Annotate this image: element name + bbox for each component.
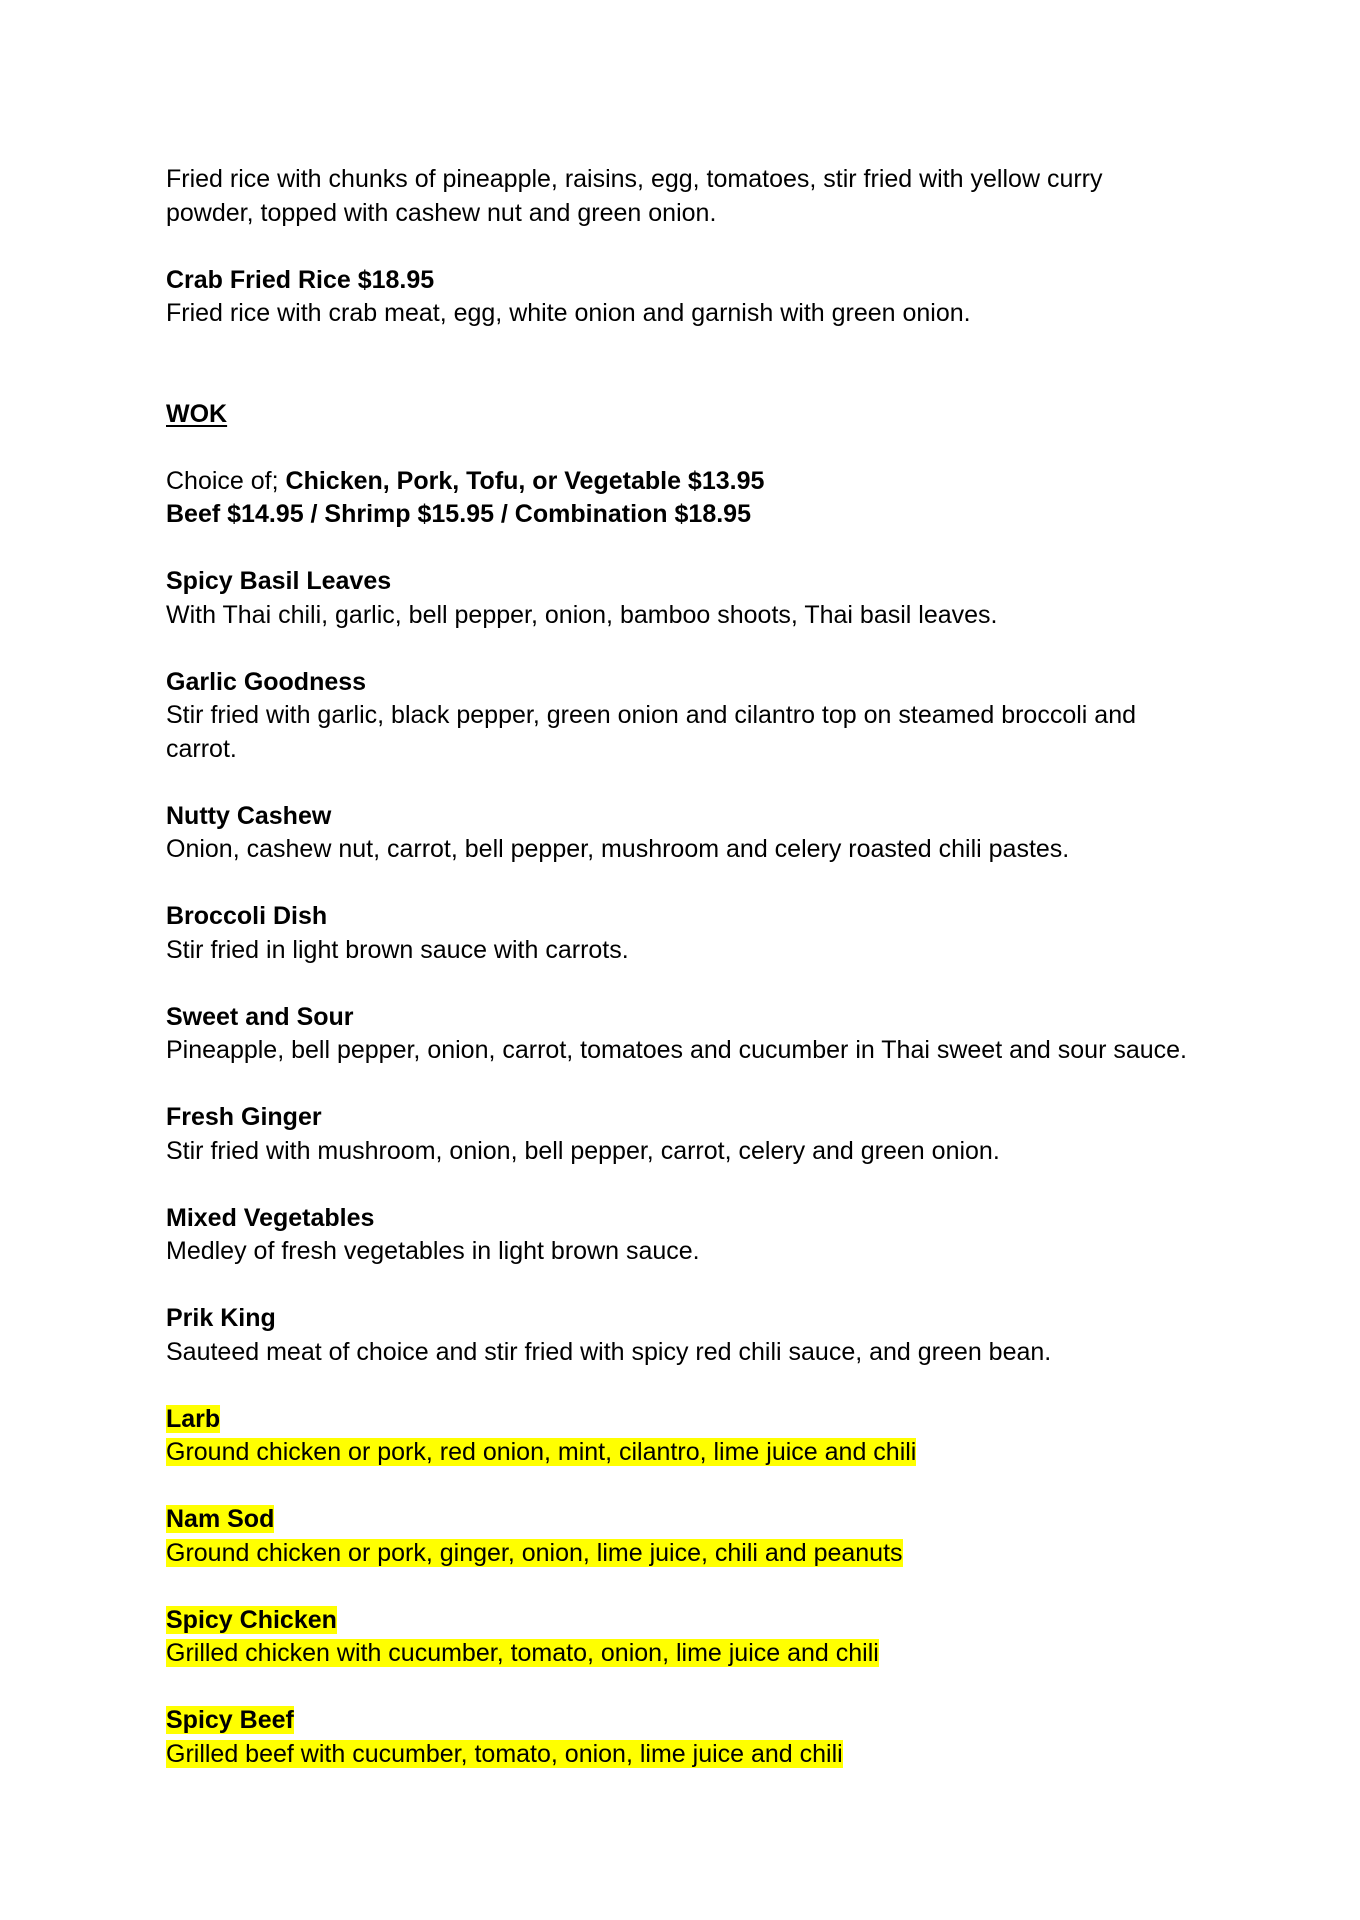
- dish-description: carrot.: [166, 734, 237, 763]
- pineapple-fried-rice-description-line2: powder, topped with cashew nut and green onion.: [166, 198, 717, 227]
- highlighted-dish-description: Ground chicken or pork, ginger, onion, lime juice, chili and peanuts: [166, 1538, 903, 1567]
- highlighted-dish-name: Spicy Beef: [166, 1706, 294, 1734]
- dish-description: Stir fried in light brown sauce with carrots.: [166, 935, 629, 964]
- dish-name: Sweet and Sour: [166, 1002, 354, 1031]
- dish-description: Onion, cashew nut, carrot, bell pepper, mushroom and celery roasted chili pastes.: [166, 835, 1070, 863]
- crab-fried-rice-title: Crab Fried Rice $18.95: [166, 265, 435, 294]
- wok-choice-line1: [166, 465, 1226, 499]
- highlighted-dish-name: Larb: [166, 1404, 221, 1433]
- wok-choice-prices: Chicken, Pork, Tofu, or Vegetable $13.95: [285, 466, 765, 495]
- dish-name: Garlic Goodness: [166, 667, 367, 696]
- dish-description: Stir fried with garlic, black pepper, green onion and cilantro top on steamed broccoli and: [166, 701, 1137, 729]
- wok-section-heading: WOK: [166, 399, 228, 428]
- dish-name: Broccoli Dish: [166, 902, 328, 930]
- crab-fried-rice-description: Fried rice with crab meat, egg, white onion and garnish with green onion.: [166, 299, 971, 327]
- highlighted-dish-name: Nam Sod: [166, 1505, 275, 1533]
- dish-name: Spicy Basil Leaves: [166, 567, 392, 595]
- dish-name: Prik King: [166, 1304, 276, 1332]
- highlighted-dish-description: Ground chicken or pork, red onion, mint, cilantro, lime juice and chili: [166, 1438, 917, 1466]
- dish-description: Sauteed meat of choice and stir fried with spicy red chili sauce, and green bean.: [166, 1337, 1052, 1366]
- dish-description: Pineapple, bell pepper, onion, carrot, tomatoes and cucumber in Thai sweet and sour sauce.: [166, 1036, 1187, 1064]
- dish-description: Stir fried with mushroom, onion, bell pepper, carrot, celery and green onion.: [166, 1136, 1000, 1165]
- highlighted-dish-name: Spicy Chicken: [166, 1605, 337, 1634]
- highlighted-dish-description: Grilled chicken with cucumber, tomato, onion, lime juice and chili: [166, 1639, 879, 1667]
- highlighted-dish-description: Grilled beef with cucumber, tomato, onion, lime juice and chili: [166, 1739, 843, 1768]
- wok-choice-prefix: Choice of;: [166, 466, 286, 495]
- dish-name: Fresh Ginger: [166, 1103, 322, 1131]
- dish-description: Medley of fresh vegetables in light brown sauce.: [166, 1237, 700, 1265]
- menu-page: [166, 163, 1226, 1771]
- pineapple-fried-rice-description-line1: Fried rice with chunks of pineapple, raisins, egg, tomatoes, stir fried with yellow curry: [166, 165, 1103, 193]
- wok-choice-line2: Beef $14.95 / Shrimp $15.95 / Combination $18.95: [166, 500, 751, 528]
- dish-name: Mixed Vegetables: [166, 1203, 375, 1232]
- dish-description: With Thai chili, garlic, bell pepper, onion, bamboo shoots, Thai basil leaves.: [166, 600, 998, 629]
- dish-name: Nutty Cashew: [166, 801, 332, 830]
